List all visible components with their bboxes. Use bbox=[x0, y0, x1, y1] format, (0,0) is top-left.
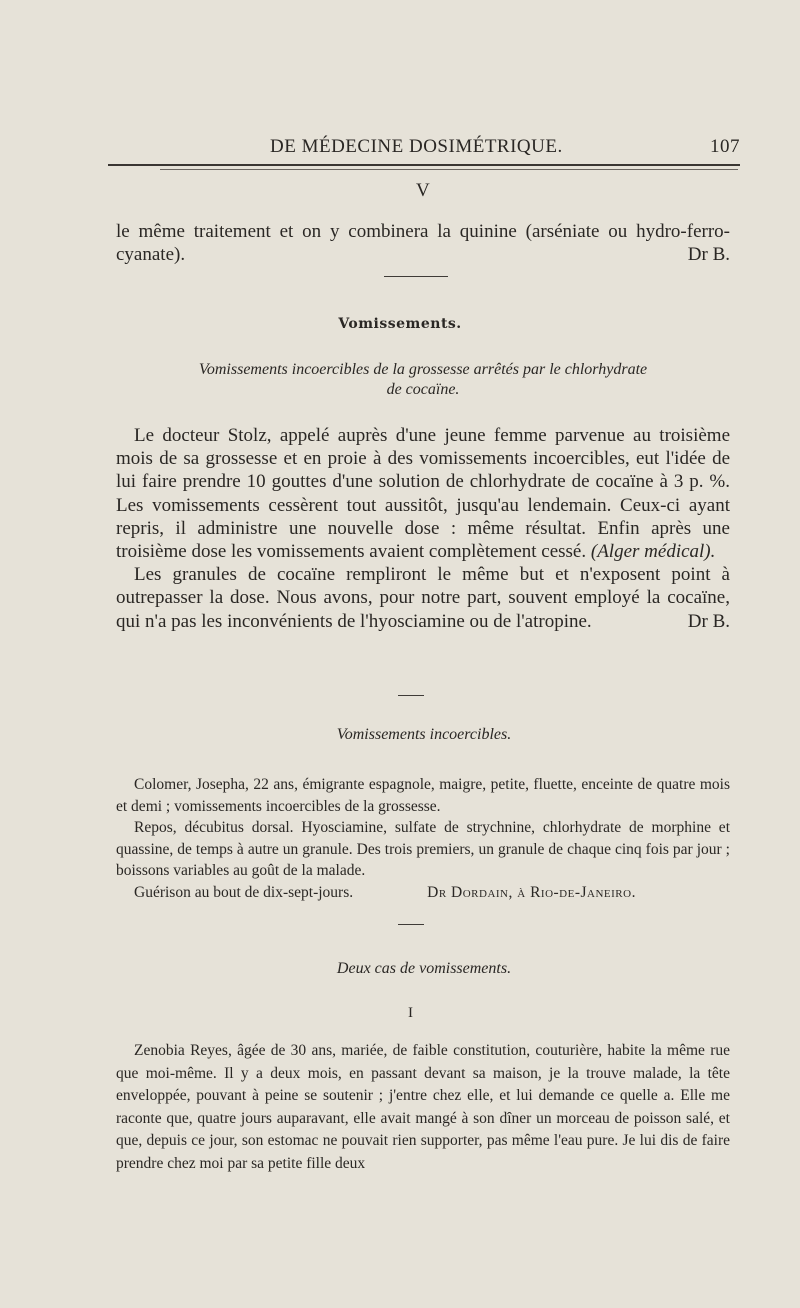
article1-para1-text: Le docteur Stolz, appelé auprès d'une jeune femme parvenue au troisième mois de sa grossesse et en proie à des vomissements incoercibles, eut l'idée de lui faire prendre 10 gouttes d'une solution de chlorhydrate de cocaïne à 3 p. %. Les vomissements cessèrent tout aussitôt, jusqu'au lendemain. Ceux-ci ayant repris, il administre une nouvelle dose : même résultat. Enfin après une troisième dose les vomissements avaient complètement cessé. bbox=[116, 425, 730, 563]
separator-rule bbox=[384, 276, 448, 277]
article2-para3-text: Guérison au bout de dix-sept-jours. bbox=[134, 883, 354, 901]
signature-mark: V bbox=[416, 180, 430, 201]
article1-source: (Alger médical). bbox=[590, 541, 716, 563]
article2-signature: Dr Dordain, à Rio-de-Janeiro. bbox=[427, 883, 636, 901]
article1-para2-text: Les granules de cocaïne rempliront le même but et n'exposent point à outrepasser la dose. Nous avons, pour notre part, souvent employé la cocaïne, qui n'a pas les inconvénients de l'hyosciamine ou de l'atropine. bbox=[116, 564, 730, 632]
article2-paragraph-2: Repos, décubitus dorsal. Hyosciamine, sulfate de strychnine, chlorhydrate de morphine et quassine, de temps à autre un granule. Des trois premiers, un granule de chaque cinq fois par jour ; boissons variables au goût de la malade. bbox=[116, 819, 730, 879]
continuation-text bbox=[116, 220, 730, 266]
article2-paragraph-1: Colomer, Josepha, 22 ans, émigrante espagnole, maigre, petite, fluette, enceinte de quatre mois et demi ; vomissements incoercibles de la grossesse. bbox=[116, 776, 730, 815]
article1-body bbox=[116, 424, 730, 633]
case-numeral: I bbox=[408, 1005, 413, 1021]
article1-title-line2: de cocaïne. bbox=[386, 381, 460, 398]
article1-paragraph-2 bbox=[116, 563, 730, 633]
article3-paragraph-1: Zenobia Reyes, âgée de 30 ans, mariée, de faible constitution, couturière, habite la même rue que moi-même. Il y a deux mois, en passant devant sa maison, je la trouve malade, la tête enveloppée, pouvant à peine se soutenir ; j'entre chez elle, et lui demande ce quelle a. Elle me raconte que, quatre jours auparavant, elle avait mangé à son dîner un morceau de poisson salé, et que, depuis ce jour, son estomac ne pouvait rien supporter, pas même l'eau pure. Je lui dis de faire prendre chez moi par sa petite fille deux bbox=[116, 1042, 730, 1172]
header-rule-thin bbox=[160, 169, 738, 170]
running-title: DE MÉDECINE DOSIMÉTRIQUE. bbox=[270, 136, 563, 157]
article2-title: Vomissements incoercibles. bbox=[336, 726, 512, 743]
continuation-signature: Dr B. bbox=[687, 244, 730, 265]
article1-title bbox=[116, 360, 730, 400]
article1-signature: Dr B. bbox=[687, 610, 730, 632]
page-number: 107 bbox=[710, 136, 740, 157]
article2-paragraph-3 bbox=[116, 882, 730, 904]
continuation-paragraph bbox=[116, 220, 730, 266]
separator-rule bbox=[398, 924, 424, 925]
article1-title-line1: Vomissements incoercibles de la grossesse arrêtés par le chlorhydrate bbox=[198, 361, 648, 378]
continuation-body: le même traitement et on y combinera la quinine (arséniate ou hydro-ferro-cyanate). bbox=[116, 221, 730, 265]
article3-body bbox=[116, 1040, 730, 1176]
article1-paragraph-1 bbox=[116, 424, 730, 563]
header-rule bbox=[108, 164, 740, 166]
article2-body bbox=[116, 774, 730, 903]
separator-rule bbox=[398, 695, 424, 696]
article3-title: Deux cas de vomissements. bbox=[336, 960, 512, 977]
page-header bbox=[110, 136, 740, 162]
section-title: Vomissements. bbox=[338, 316, 462, 332]
